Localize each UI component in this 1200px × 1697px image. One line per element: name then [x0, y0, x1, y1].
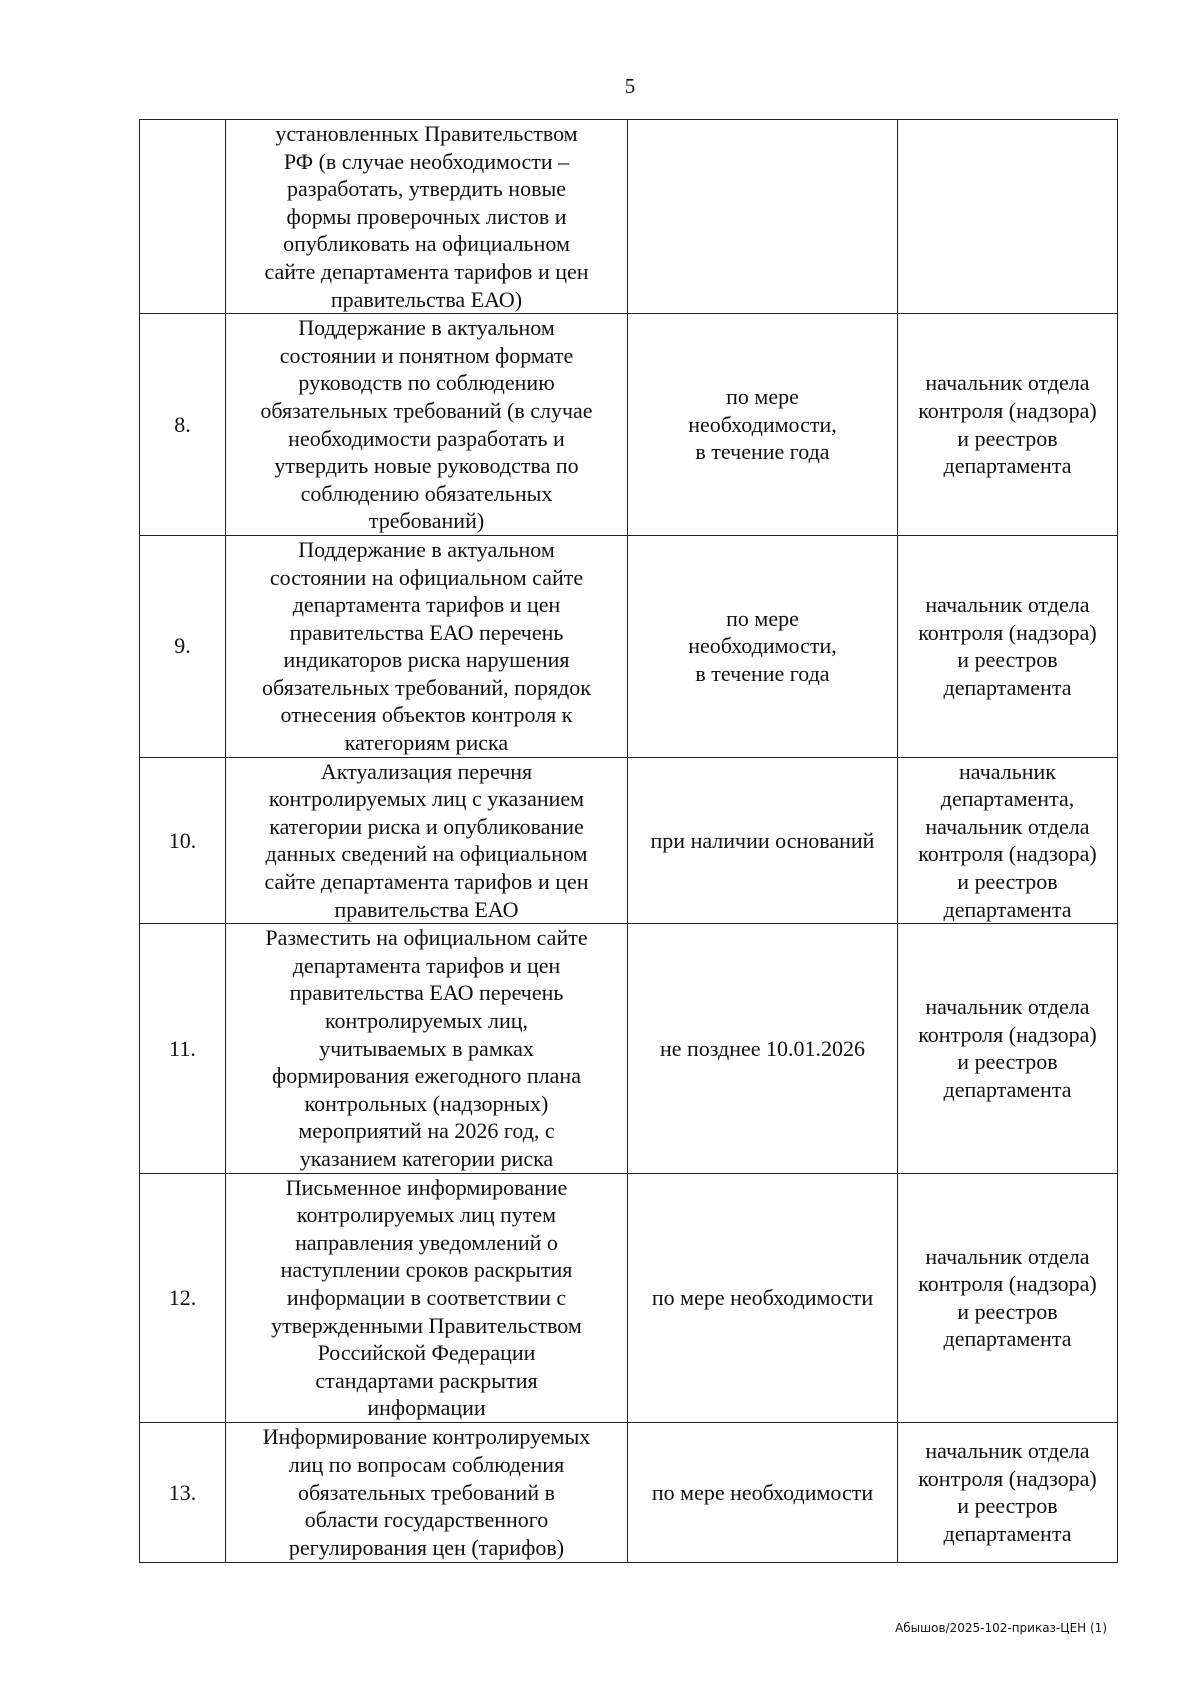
- responsible-text: [898, 120, 1118, 314]
- deadline-text: по мере необходимости: [628, 1422, 898, 1562]
- table-row: [140, 535, 1118, 757]
- row-number: 11.: [140, 924, 226, 1173]
- responsible-text: начальник департамента, начальник отдела контроля (надзора) и реестров департамента: [898, 757, 1118, 924]
- measure-text: Информирование контролируемых лиц по вопросам соблюдения обязательных требований в области государственного регулирования цен (тарифов): [226, 1422, 628, 1562]
- deadline-text: по мере необходимости, в течение года: [628, 314, 898, 536]
- table-row: [140, 314, 1118, 536]
- deadline-text: [628, 120, 898, 314]
- deadline-text: не позднее 10.01.2026: [628, 924, 898, 1173]
- responsible-text: начальник отдела контроля (надзора) и реестров департамента: [898, 535, 1118, 757]
- document-footer: Абышов/2025-102-приказ-ЦЕН (1): [895, 1621, 1107, 1635]
- table-row: [140, 924, 1118, 1173]
- deadline-text: по мере необходимости, в течение года: [628, 535, 898, 757]
- row-number: 8.: [140, 314, 226, 536]
- deadline-text: по мере необходимости: [628, 1173, 898, 1422]
- measures-table: [139, 119, 1118, 1563]
- measure-text: Актуализация перечня контролируемых лиц с указанием категории риска и опубликование данных сведений на официальном сайте департамента тарифов и цен правительства ЕАО: [226, 757, 628, 924]
- responsible-text: начальник отдела контроля (надзора) и реестров департамента: [898, 314, 1118, 536]
- measure-text: Письменное информирование контролируемых лиц путем направления уведомлений о наступлении сроков раскрытия информации в соответствии с утвержденными Правительством Российской Федерации стандартами раскрытия информации: [226, 1173, 628, 1422]
- measure-text: Разместить на официальном сайте департамента тарифов и цен правительства ЕАО перечень контролируемых лиц, учитываемых в рамках формирования ежегодного плана контрольных (надзорных) мероприятий на 2026 год, с указанием категории риска: [226, 924, 628, 1173]
- table-row: [140, 1173, 1118, 1422]
- row-number: 12.: [140, 1173, 226, 1422]
- measure-text: установленных Правительством РФ (в случае необходимости – разработать, утвердить новые формы проверочных листов и опубликовать на официальном сайте департамента тарифов и цен правительства ЕАО): [226, 120, 628, 314]
- row-number: 9.: [140, 535, 226, 757]
- page-number: 5: [624, 74, 636, 98]
- responsible-text: начальник отдела контроля (надзора) и реестров департамента: [898, 924, 1118, 1173]
- row-number: 13.: [140, 1422, 226, 1562]
- row-number: 10.: [140, 757, 226, 924]
- responsible-text: начальник отдела контроля (надзора) и реестров департамента: [898, 1173, 1118, 1422]
- measure-text: Поддержание в актуальном состоянии и понятном формате руководств по соблюдению обязательных требований (в случае необходимости разработать и утвердить новые руководства по соблюдению обязательных требований): [226, 314, 628, 536]
- table-row: [140, 120, 1118, 314]
- row-number: [140, 120, 226, 314]
- deadline-text: при наличии оснований: [628, 757, 898, 924]
- responsible-text: начальник отдела контроля (надзора) и реестров департамента: [898, 1422, 1118, 1562]
- measure-text: Поддержание в актуальном состоянии на официальном сайте департамента тарифов и цен правительства ЕАО перечень индикаторов риска нарушения обязательных требований, порядок отнесения объектов контроля к категориям риска: [226, 535, 628, 757]
- table-row: [140, 1422, 1118, 1562]
- table-row: [140, 757, 1118, 924]
